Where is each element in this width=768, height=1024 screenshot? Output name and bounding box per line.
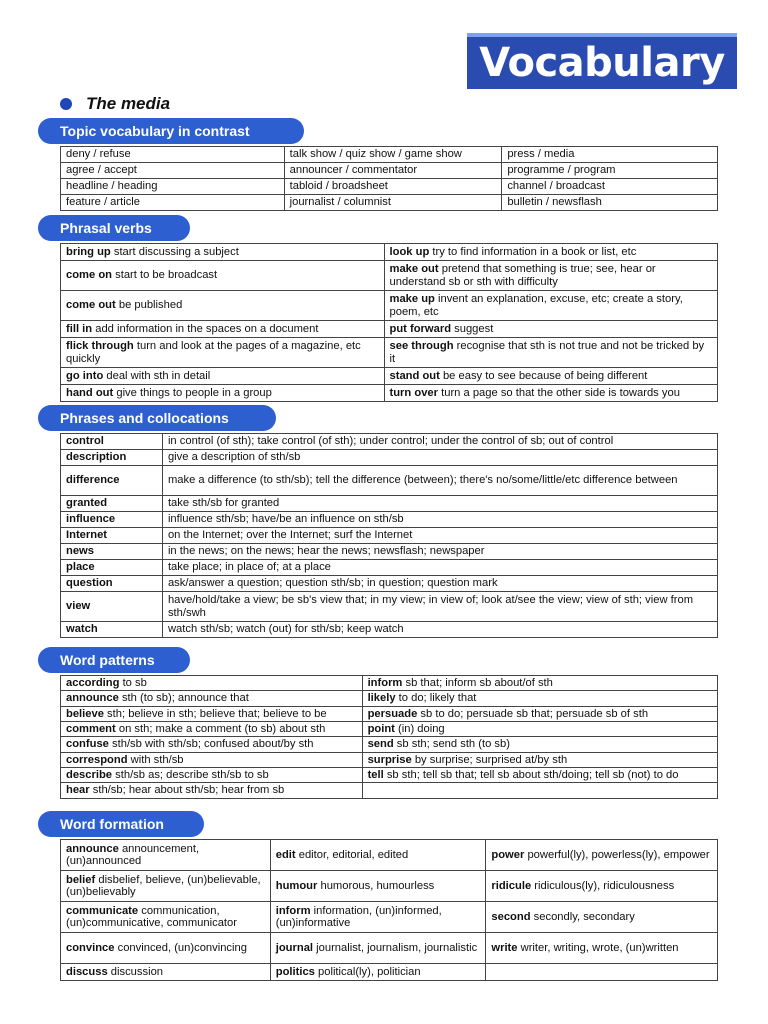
- table-cell: [61, 592, 163, 622]
- cell-text: deny / refuse: [66, 148, 131, 161]
- table-cell: [61, 528, 163, 544]
- table-cell: [61, 244, 385, 261]
- entry-term: news: [66, 545, 94, 558]
- entry-definition: sb that; inform sb about/of sth: [402, 677, 553, 689]
- entry-term: likely: [367, 692, 396, 705]
- entry-definition: journalist, journalism, journalistic: [313, 941, 478, 954]
- table-cell: [162, 496, 717, 512]
- cell-text: press / media: [507, 148, 575, 161]
- phrases-collocations-table: [60, 433, 718, 638]
- entry-term: place: [66, 561, 95, 574]
- table-cell: [61, 385, 385, 402]
- entry-term: Internet: [66, 529, 108, 542]
- entry-term: power: [491, 848, 525, 861]
- table-cell: [284, 147, 502, 163]
- table-cell: [162, 560, 717, 576]
- cell-text: programme / program: [507, 164, 616, 177]
- table-cell: [270, 871, 486, 902]
- cell-text: channel / broadcast: [507, 180, 605, 193]
- entry-term: point: [367, 722, 395, 735]
- entry-definition: to do; likely that: [395, 692, 477, 705]
- table-cell: [61, 466, 163, 496]
- entry-definition: take sth/sb for granted: [167, 497, 280, 510]
- entry-definition: be published: [115, 299, 183, 312]
- table-row: [61, 496, 718, 512]
- entry-definition: turn and look at the pages of a magazine, etc quickly: [66, 340, 361, 365]
- table-row: [61, 676, 718, 691]
- entry-definition: sth/sb as; describe sth/sb to sb: [112, 768, 269, 781]
- table-cell: [362, 691, 717, 706]
- entry-definition: start discussing a subject: [110, 245, 239, 258]
- table-cell: [61, 964, 271, 981]
- phrasal-verbs-table: [60, 243, 718, 402]
- entry-definition: turn a page so that the other side is towards you: [438, 386, 680, 399]
- entry-term: description: [66, 451, 127, 464]
- entry-definition: secondly, secondary: [530, 910, 635, 923]
- word-formation-heading: Word formation: [38, 811, 204, 837]
- table-cell: [61, 261, 385, 291]
- table-row: [61, 244, 718, 261]
- entry-term: question: [66, 577, 113, 590]
- table-row: [61, 721, 718, 736]
- entry-term: belief: [66, 873, 96, 886]
- table-cell: [61, 291, 385, 321]
- table-cell: [61, 706, 363, 721]
- entry-definition: in the news; on the news; hear the news; newsflash; newspaper: [167, 545, 485, 558]
- table-cell: [61, 767, 363, 782]
- entry-term: politics: [275, 965, 315, 978]
- table-cell: [502, 179, 718, 195]
- table-cell: [486, 902, 718, 933]
- table-cell: [270, 902, 486, 933]
- table-cell: [61, 737, 363, 752]
- word-patterns-table: [60, 675, 718, 799]
- table-cell: [362, 767, 717, 782]
- entry-term: turn over: [389, 386, 438, 399]
- entry-definition: with sth/sb: [127, 753, 184, 766]
- table-row: [61, 291, 718, 321]
- entry-term: flick through: [66, 340, 134, 353]
- table-cell: [486, 840, 718, 871]
- entry-definition: give a description of sth/sb: [167, 451, 301, 464]
- entry-term: send: [367, 738, 394, 751]
- table-cell: [162, 450, 717, 466]
- entry-definition: sb to do; persuade sb that; persuade sb of sth: [417, 707, 649, 720]
- cell-text: bulletin / newsflash: [507, 196, 602, 209]
- table-cell: [61, 434, 163, 450]
- table-cell: [61, 496, 163, 512]
- table-cell: [162, 622, 717, 638]
- entry-definition: sth/sb with sth/sb; confused about/by sth: [108, 738, 314, 751]
- cell-text: tabloid / broadsheet: [289, 180, 388, 193]
- table-cell: [270, 964, 486, 981]
- entry-term: announce: [66, 692, 119, 705]
- entry-definition: pretend that something is true; see, hear or understand sb or sth with difficulty: [389, 263, 656, 288]
- cell-text: journalist / columnist: [289, 196, 391, 209]
- cell-text: headline / heading: [66, 180, 158, 193]
- entry-definition: sb sth; send sth (to sb): [393, 738, 510, 751]
- entry-definition: communication, (un)communicative, communicator: [66, 904, 237, 929]
- entry-term: discuss: [66, 965, 108, 978]
- table-cell: [284, 163, 502, 179]
- entry-term: persuade: [367, 707, 418, 720]
- entry-definition: powerful(ly), powerless(ly), empower: [524, 848, 710, 861]
- topic-vocabulary-heading: Topic vocabulary in contrast: [38, 118, 304, 144]
- table-cell: [61, 871, 271, 902]
- table-cell: [284, 179, 502, 195]
- entry-definition: recognise that sth is not true and not be tricked by it: [389, 340, 705, 365]
- entry-term: make out: [389, 263, 439, 276]
- table-cell: [162, 576, 717, 592]
- table-row: [61, 767, 718, 782]
- table-row: [61, 261, 718, 291]
- entry-definition: (in) doing: [394, 722, 445, 735]
- table-cell: [61, 560, 163, 576]
- entry-term: convince: [66, 941, 115, 954]
- table-cell: [270, 933, 486, 964]
- entry-definition: influence sth/sb; have/be an influence on sth/sb: [167, 513, 404, 526]
- entry-definition: try to find information in a book or list, etc: [429, 245, 637, 258]
- table-cell: [61, 450, 163, 466]
- entry-term: edit: [275, 848, 296, 861]
- entry-definition: by surprise; surprised at/by sth: [411, 753, 568, 766]
- entry-definition: ridiculous(ly), ridiculousness: [531, 879, 675, 892]
- table-row: [61, 321, 718, 338]
- table-cell: [61, 721, 363, 736]
- table-row: [61, 466, 718, 496]
- entry-term: fill in: [66, 322, 93, 335]
- entry-term: humour: [275, 879, 318, 892]
- table-cell: [61, 622, 163, 638]
- table-row: [61, 147, 718, 163]
- phrasal-verbs-heading: Phrasal verbs: [38, 215, 190, 241]
- entry-term: come on: [66, 269, 113, 282]
- table-cell: [162, 592, 717, 622]
- entry-definition: take place; in place of; at a place: [167, 561, 331, 574]
- table-cell: [61, 368, 385, 385]
- entry-definition: add information in the spaces on a document: [92, 322, 319, 335]
- topic-vocabulary-table: [60, 146, 718, 211]
- table-cell: [61, 840, 271, 871]
- entry-definition: disbelief, believe, (un)believable, (un)believably: [66, 873, 261, 898]
- cell-text: talk show / quiz show / game show: [289, 148, 462, 161]
- entry-definition: have/hold/take a view; be sb's view that; in my view; in view of; look at/see the view; view of sth; view from sth/swh: [167, 594, 694, 619]
- entry-definition: sth/sb; hear about sth/sb; hear from sb: [89, 784, 285, 797]
- entry-definition: humorous, humourless: [317, 879, 435, 892]
- table-cell: [362, 752, 717, 767]
- word-formation-table: [60, 839, 718, 981]
- table-cell: [61, 691, 363, 706]
- table-cell: [61, 163, 285, 179]
- entry-term: see through: [389, 340, 454, 353]
- entry-term: hand out: [66, 386, 114, 399]
- entry-term: announce: [66, 842, 119, 855]
- table-row: [61, 737, 718, 752]
- table-row: [61, 576, 718, 592]
- table-cell: [502, 147, 718, 163]
- entry-definition: ask/answer a question; question sth/sb; in question; question mark: [167, 577, 498, 590]
- entry-definition: to sb: [119, 677, 147, 689]
- media-title: The media: [86, 94, 171, 113]
- table-cell: [61, 195, 285, 211]
- entry-definition: in control (of sth); take control (of sth); under control; under the control of sb; out of control: [167, 435, 614, 448]
- table-cell: [284, 195, 502, 211]
- entry-definition: deal with sth in detail: [103, 369, 211, 382]
- word-patterns-heading: Word patterns: [38, 647, 190, 673]
- table-row: [61, 450, 718, 466]
- table-cell: [362, 676, 717, 691]
- table-cell: [61, 147, 285, 163]
- table-cell: [486, 933, 718, 964]
- table-row: [61, 560, 718, 576]
- entry-definition: sth (to sb); announce that: [118, 692, 249, 705]
- table-row: [61, 592, 718, 622]
- table-row: [61, 752, 718, 767]
- entry-term: difference: [66, 474, 120, 487]
- entry-term: put forward: [389, 322, 452, 335]
- entry-term: according: [66, 677, 120, 689]
- table-cell: [61, 576, 163, 592]
- table-cell: [502, 163, 718, 179]
- table-row: [61, 434, 718, 450]
- entry-term: communicate: [66, 904, 139, 917]
- table-row: [61, 544, 718, 560]
- table-row: [61, 512, 718, 528]
- entry-term: tell: [367, 768, 384, 781]
- table-row: [61, 783, 718, 798]
- entry-term: inform: [367, 677, 403, 689]
- entry-definition: invent an explanation, excuse, etc; create a story, poem, etc: [389, 293, 683, 318]
- table-cell: [162, 466, 717, 496]
- table-cell: [61, 338, 385, 368]
- table-row: [61, 179, 718, 195]
- entry-term: watch: [66, 623, 98, 636]
- entry-term: control: [66, 435, 104, 448]
- table-cell: [384, 261, 718, 291]
- table-cell: [362, 706, 717, 721]
- entry-term: stand out: [389, 369, 440, 382]
- table-cell: [486, 964, 718, 981]
- table-cell: [61, 544, 163, 560]
- entry-term: look up: [389, 245, 430, 258]
- table-cell: [384, 291, 718, 321]
- entry-definition: information, (un)informed, (un)informative: [275, 904, 442, 929]
- table-cell: [384, 321, 718, 338]
- entry-definition: sb sth; tell sb that; tell sb about sth/doing; tell sb (not) to do: [383, 768, 679, 781]
- entry-term: comment: [66, 722, 116, 735]
- entry-term: inform: [275, 904, 311, 917]
- entry-definition: make a difference (to sth/sb); tell the difference (between); there's no/some/little/etc difference between: [167, 474, 678, 487]
- entry-term: describe: [66, 768, 113, 781]
- cell-text: feature / article: [66, 196, 140, 209]
- table-cell: [61, 179, 285, 195]
- table-cell: [384, 244, 718, 261]
- table-row: [61, 706, 718, 721]
- entry-definition: start to be broadcast: [112, 269, 218, 282]
- entry-term: view: [66, 600, 91, 613]
- entry-definition: announcement, (un)announced: [66, 842, 200, 867]
- entry-definition: give things to people in a group: [113, 386, 272, 399]
- table-row: [61, 528, 718, 544]
- entry-term: confuse: [66, 738, 109, 751]
- table-row: [61, 691, 718, 706]
- entry-definition: discussion: [107, 965, 164, 978]
- vocabulary-banner: Vocabulary: [467, 33, 737, 89]
- entry-term: ridicule: [491, 879, 532, 892]
- table-row: [61, 385, 718, 402]
- entry-term: influence: [66, 513, 116, 526]
- table-cell: [61, 933, 271, 964]
- entry-definition: suggest: [451, 322, 494, 335]
- table-row: [61, 622, 718, 638]
- table-row: [61, 338, 718, 368]
- table-row: [61, 840, 718, 871]
- entry-definition: be easy to see because of being different: [439, 369, 648, 382]
- table-cell: [362, 737, 717, 752]
- table-cell: [162, 528, 717, 544]
- table-row: [61, 902, 718, 933]
- entry-definition: sth; believe in sth; believe that; believe to be: [103, 707, 327, 720]
- entry-term: bring up: [66, 245, 111, 258]
- table-row: [61, 964, 718, 981]
- table-cell: [362, 721, 717, 736]
- bullet-icon: [60, 98, 72, 110]
- table-cell: [61, 902, 271, 933]
- entry-term: hear: [66, 784, 90, 797]
- entry-definition: editor, editorial, edited: [295, 848, 409, 861]
- entry-definition: on the Internet; over the Internet; surf the Internet: [167, 529, 413, 542]
- entry-definition: convinced, (un)convincing: [114, 941, 247, 954]
- media-heading: [60, 92, 170, 116]
- entry-definition: writer, writing, wrote, (un)written: [517, 941, 679, 954]
- entry-definition: political(ly), politician: [314, 965, 421, 978]
- table-cell: [486, 871, 718, 902]
- entry-term: believe: [66, 707, 104, 720]
- entry-term: come out: [66, 299, 116, 312]
- table-cell: [384, 385, 718, 402]
- entry-definition: watch sth/sb; watch (out) for sth/sb; keep watch: [167, 623, 404, 636]
- table-row: [61, 163, 718, 179]
- entry-term: correspond: [66, 753, 128, 766]
- table-cell: [162, 544, 717, 560]
- table-row: [61, 933, 718, 964]
- phrases-collocations-heading: Phrases and collocations: [38, 405, 276, 431]
- table-row: [61, 368, 718, 385]
- table-cell: [61, 752, 363, 767]
- table-cell: [270, 840, 486, 871]
- entry-term: go into: [66, 369, 104, 382]
- table-cell: [162, 512, 717, 528]
- table-cell: [502, 195, 718, 211]
- table-cell: [61, 783, 363, 798]
- table-cell: [362, 783, 717, 798]
- entry-term: granted: [66, 497, 108, 510]
- entry-term: make up: [389, 293, 435, 306]
- table-cell: [384, 368, 718, 385]
- table-cell: [384, 338, 718, 368]
- table-cell: [61, 512, 163, 528]
- entry-term: second: [491, 910, 531, 923]
- table-cell: [61, 321, 385, 338]
- cell-text: announcer / commentator: [289, 164, 418, 177]
- entry-term: surprise: [367, 753, 412, 766]
- entry-definition: on sth; make a comment (to sb) about sth: [115, 722, 326, 735]
- table-cell: [61, 676, 363, 691]
- table-cell: [162, 434, 717, 450]
- cell-text: agree / accept: [66, 164, 137, 177]
- table-row: [61, 871, 718, 902]
- entry-term: write: [491, 941, 518, 954]
- entry-term: journal: [275, 941, 314, 954]
- table-row: [61, 195, 718, 211]
